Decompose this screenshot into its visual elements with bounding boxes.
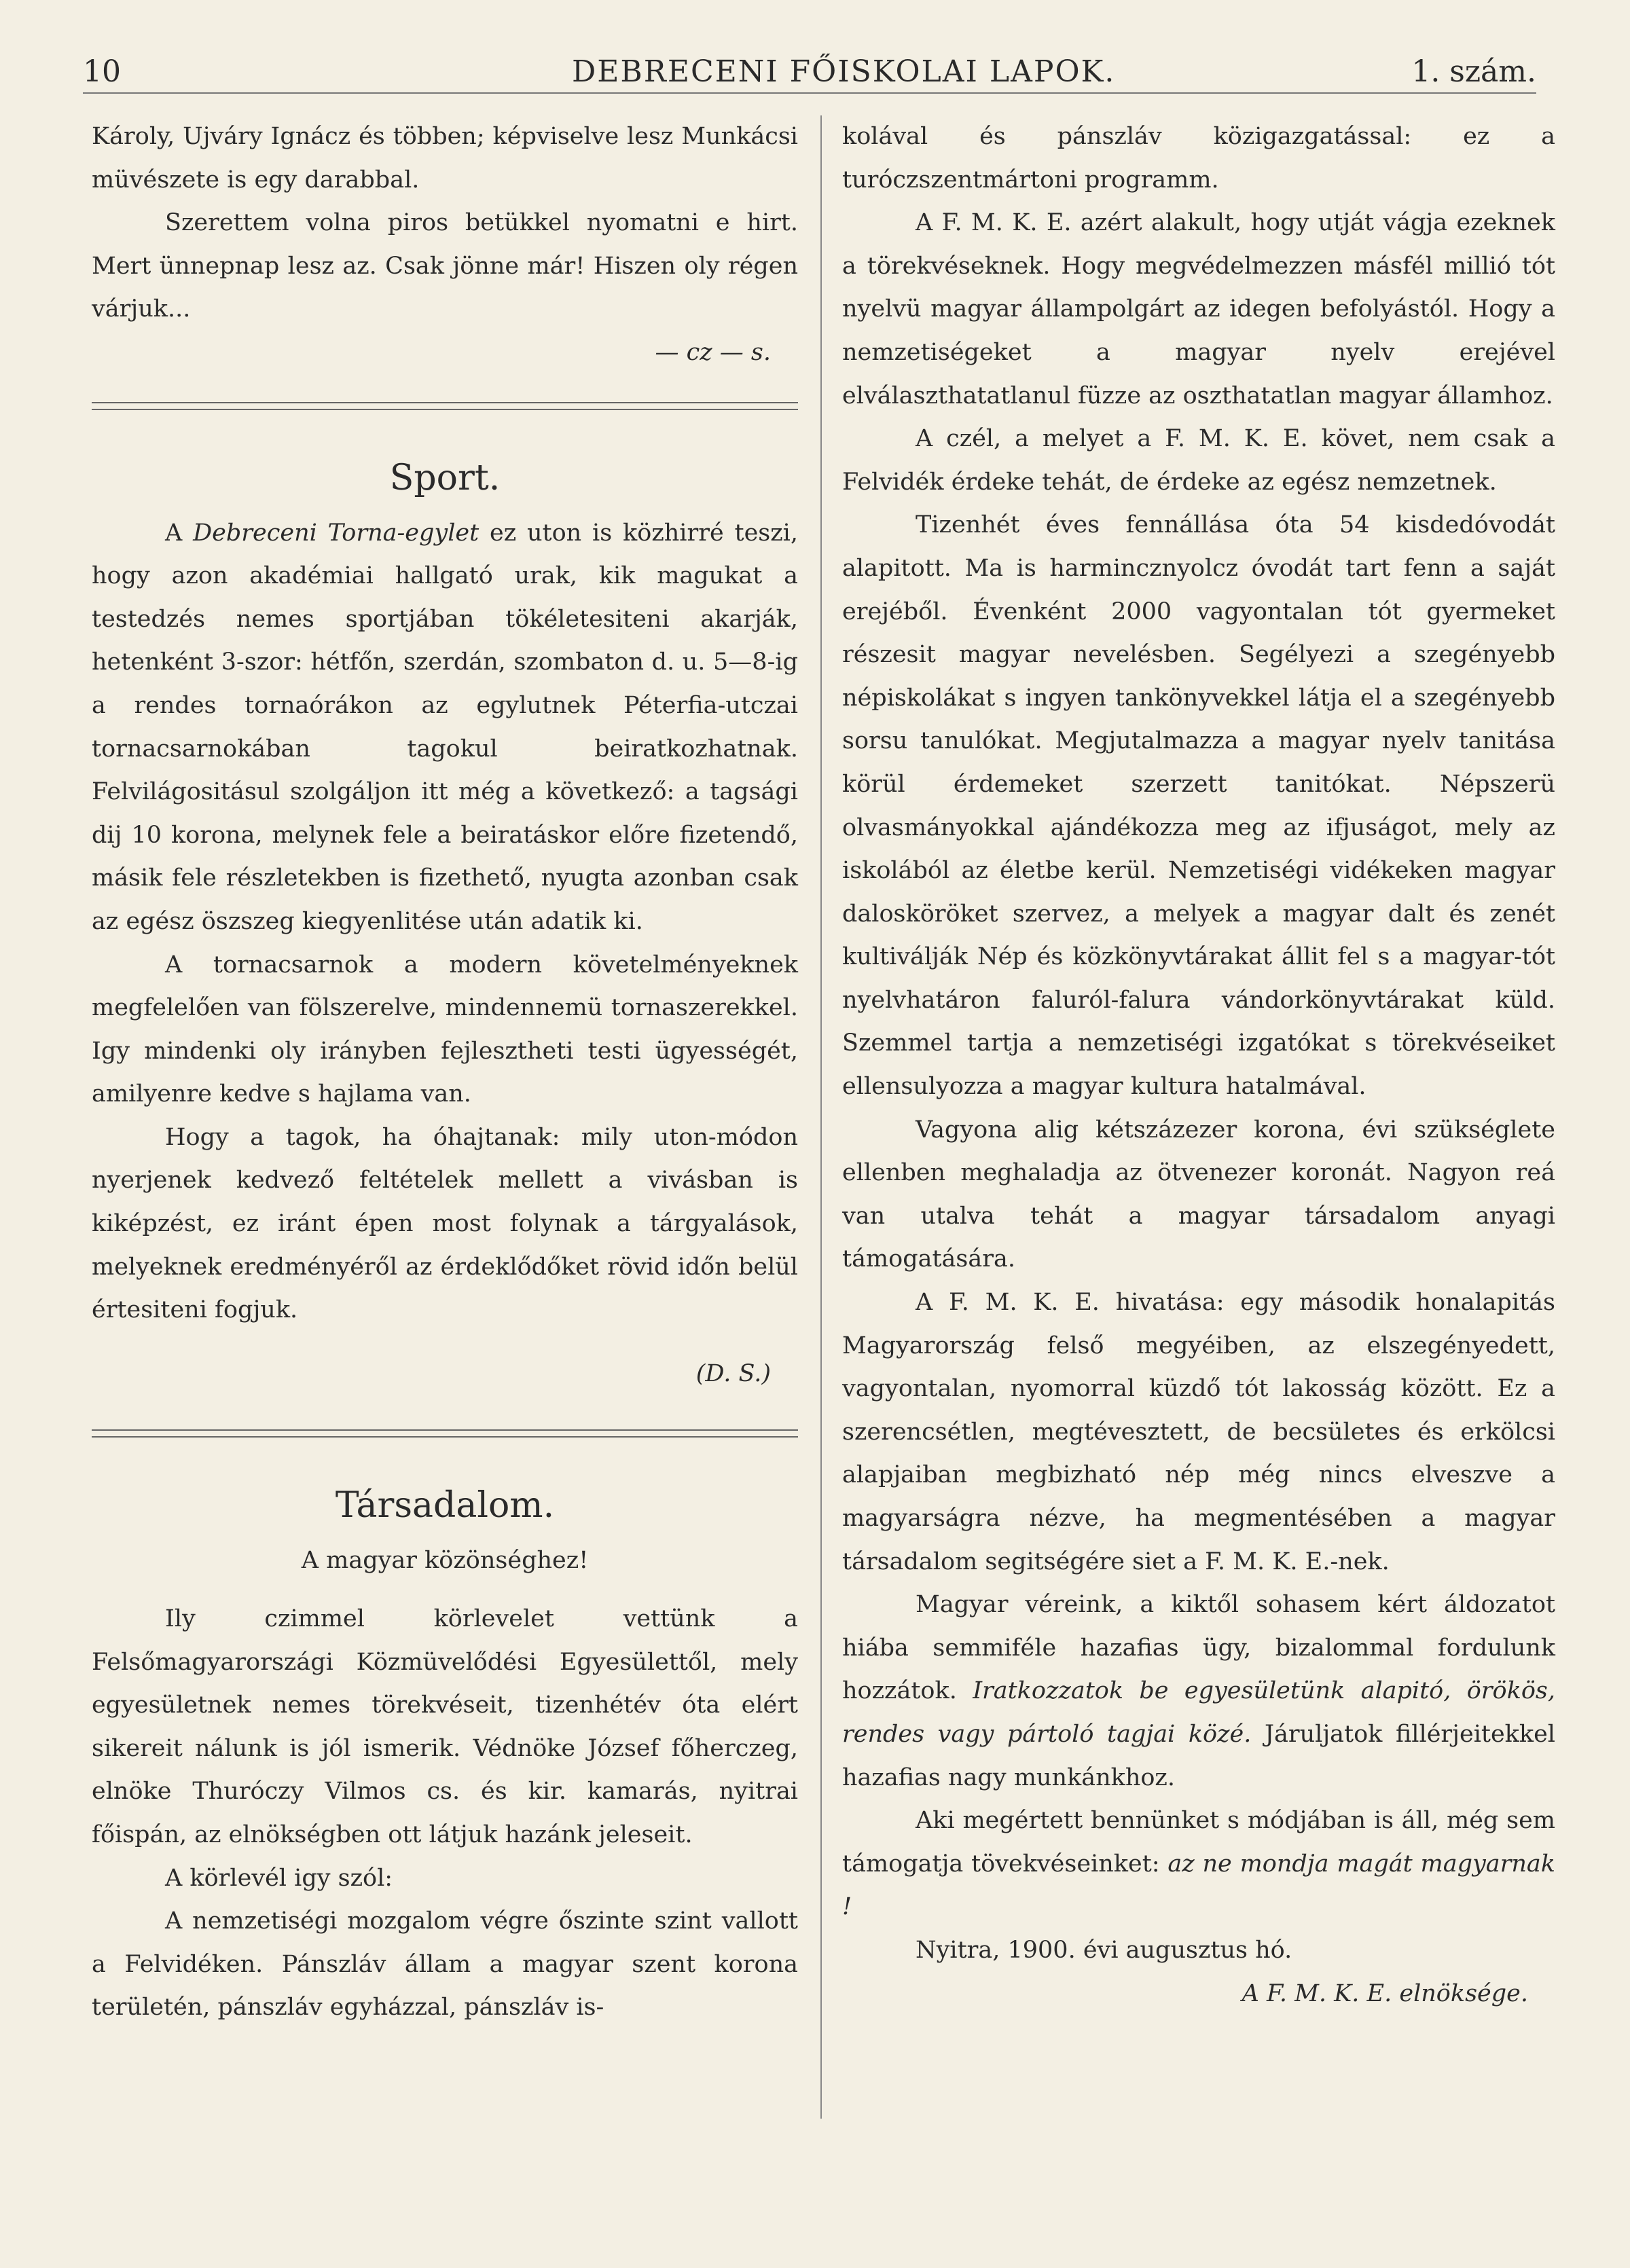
signature: — cz — s. xyxy=(655,338,771,366)
paragraph: A F. M. K. E. hivatása: egy második honalapitás Magyarország felső megyéiben, az elszegényedett, vagyontalan, nyomorral küzdő tót lakosság között. Ez a szerencsétlen, megtévesztett, de becsületes és erkölcsi alapjaiban megbizható nép még nincs elveszve a magyarságra nézve, ha megmentésében a magyar társadalom segitségére siet a F. M. K. E.-nek. xyxy=(842,1289,1555,1575)
paragraph: Ily czimmel körlevelet vettünk a Felsőmagyarországi Közmüvelődési Egyesülettől, mely egyesületnek nemes törekvéseit, tizenhétév óta elért sikereit nálunk is jól ismerik. Védnöke József főherczeg, elnöke Thuróczy Vilmos cs. és kir. kamarás, nyitrai főispán, az elnökségben ott látjuk hazánk jeleseit. xyxy=(92,1605,798,1848)
signature: (D. S.) xyxy=(695,1359,771,1387)
column-divider xyxy=(820,115,822,2119)
page-number: 10 xyxy=(83,54,121,89)
intro-paragraph: Károly, Ujváry Ignácz és többen; képviselve lesz Munkácsi müvészete is egy darabbal. xyxy=(92,123,798,194)
place-date: Nyitra, 1900. évi augusztus hó. xyxy=(916,1936,1292,1964)
emphasis: Iratkozzatok be egyesületünk alapitó, örökös, rendes vagy pártoló tagjai közé. xyxy=(842,1677,1555,1748)
emphasis: az ne mondja magát magyarnak ! xyxy=(842,1850,1555,1921)
paragraph: A F. M. K. E. azért alakult, hogy utját vágja ezeknek a törekvéseknek. Hogy megvédelmezzen másfél millió tót nyelvü magyar állampolgárt az idegen befolyástól. Hogy a nemzetiségeket a magyar nyelv erejével elválaszthatatlanul füzze az oszthatatlan magyar államhoz. xyxy=(842,209,1555,409)
text-run: ez uton is közhirré teszi, hogy azon akadémiai hallgató urak, kik magukat a testedzés nemes sportjában tökéletesiteni akarják, hetenként 3-szor: hétfőn, szerdán, szombaton d. u. 5—8-ig a rendes tornaórákon az egylutnek Péterfia-utczai tornacsarnokában tagokul beiratkozhatnak. Felvilágositásul szolgáljon itt még a következő: a tagsági dij 10 korona, melynek fele a beiratáskor előre fizetendő, másik fele részletekben is fizethető, nyugta azonban csak az egész öszszeg kiegyenlitése után adatik ki. xyxy=(92,519,799,935)
sport-paragraph: Hogy a tagok, ha óhajtanak: mily uton-módon nyerjenek kedvező feltételek mellett a vivásban is kiképzést, ez iránt épen most folynak a tárgyalások, melyeknek eredményéről az érdeklődőket rövid időn belül értesiteni fogjuk. xyxy=(92,1123,798,1324)
paragraph: A czél, a melyet a F. M. K. E. követ, nem csak a Felvidék érdeke tehát, de érdeke az egész nemzetnek. xyxy=(842,425,1555,496)
sport-paragraph xyxy=(92,512,798,944)
paragraph: Tizenhét éves fennállása óta 54 kisdedóvodát alapitott. Ma is harmincznyolcz óvodát tart fenn a saját erejéből. Évenként 2000 vagyontalan tót gyermeket részesit magyar nevelésben. Segélyezi a szegényebb népiskolákat s ingyen tankönyvekkel látja el a szegényebb sorsu tanulókat. Megjutalmazza a magyar nyelv tanitása körül érdemeket szerzett tanitókat. Népszerü olvasmányokkal ajándékozza meg az ifjuságot, mely az iskolából az életbe kerül. Nemzetiségi vidékeken magyar dalosköröket szervez, a melyek a magyar dalt és zenét kultiválják Nép és közkönyvtárakat állit fel s a magyar-tót nyelvhatáron faluról-falura vándorkönyvtárakat küld. Szemmel tartja a nemzetiségi izgatókat s törekvéseiket ellensulyozza a magyar kultura hatalmával. xyxy=(842,511,1555,1101)
paragraph: Szerettem volna piros betükkel nyomatni e hirt. Mert ünnepnap lesz az. Csak jönne már! Hiszen oly régen várjuk... xyxy=(92,209,798,323)
text-run: Magyar véreink, a kiktől sohasem kért áldozatot hiába semmiféle hazafias ügy, bizalommal fordulunk hozzátok. xyxy=(842,1591,1555,1705)
paragraph: A nemzetiségi mozgalom végre őszinte szint vallott a Felvidéken. Pánszláv állam a magyar szent korona területén, pánszláv egyházzal, pánszláv is- xyxy=(92,1907,798,2022)
club-name: Debreceni Torna-egylet xyxy=(193,519,479,547)
right-column xyxy=(842,115,1555,2015)
issue-number: 1. szám. xyxy=(1411,54,1536,89)
paragraph: Vagyona alig kétszázezer korona, évi szükséglete ellenben meghaladja az ötvenezer koronát. Nagyon reá van utalva tehát a magyar társadalom anyagi támogatására. xyxy=(842,1116,1555,1273)
subtitle: A magyar közönséghez! xyxy=(301,1547,589,1575)
paragraph: A körlevél igy szól: xyxy=(165,1864,393,1892)
header-rule xyxy=(83,92,1536,94)
left-column xyxy=(92,115,798,2030)
journal-title: DEBRECENI FŐISKOLAI LAPOK. xyxy=(572,54,1116,89)
section-title-tarsadalom: Társadalom. xyxy=(335,1485,555,1526)
sport-paragraph: A tornacsarnok a modern követelményeknek megfelelően van fölszerelve, mindennemü tornaszerekkel. Igy mindenki oly irányben fejlesztheti testi ügyességét, amilyenre kedve s hajlama van. xyxy=(92,951,798,1108)
text-run: Aki megértett bennünket s módjában is áll, még sem támogatja tövekvéseinket: xyxy=(842,1807,1555,1878)
paragraph xyxy=(842,1584,1555,1799)
paragraph: kolával és pánszláv közigazgatással: ez a turóczszentmártoni programm. xyxy=(842,123,1555,194)
page-header xyxy=(83,54,1536,95)
section-divider xyxy=(92,1429,798,1438)
text-run: Járuljatok fillérjeitekkel hazafias nagy munkánkhoz. xyxy=(842,1720,1555,1791)
section-divider xyxy=(92,402,798,410)
signature: A F. M. K. E. elnöksége. xyxy=(1242,1979,1528,2007)
paragraph xyxy=(842,1799,1555,1929)
text-run: A xyxy=(165,519,194,547)
section-title-sport: Sport. xyxy=(389,457,501,498)
